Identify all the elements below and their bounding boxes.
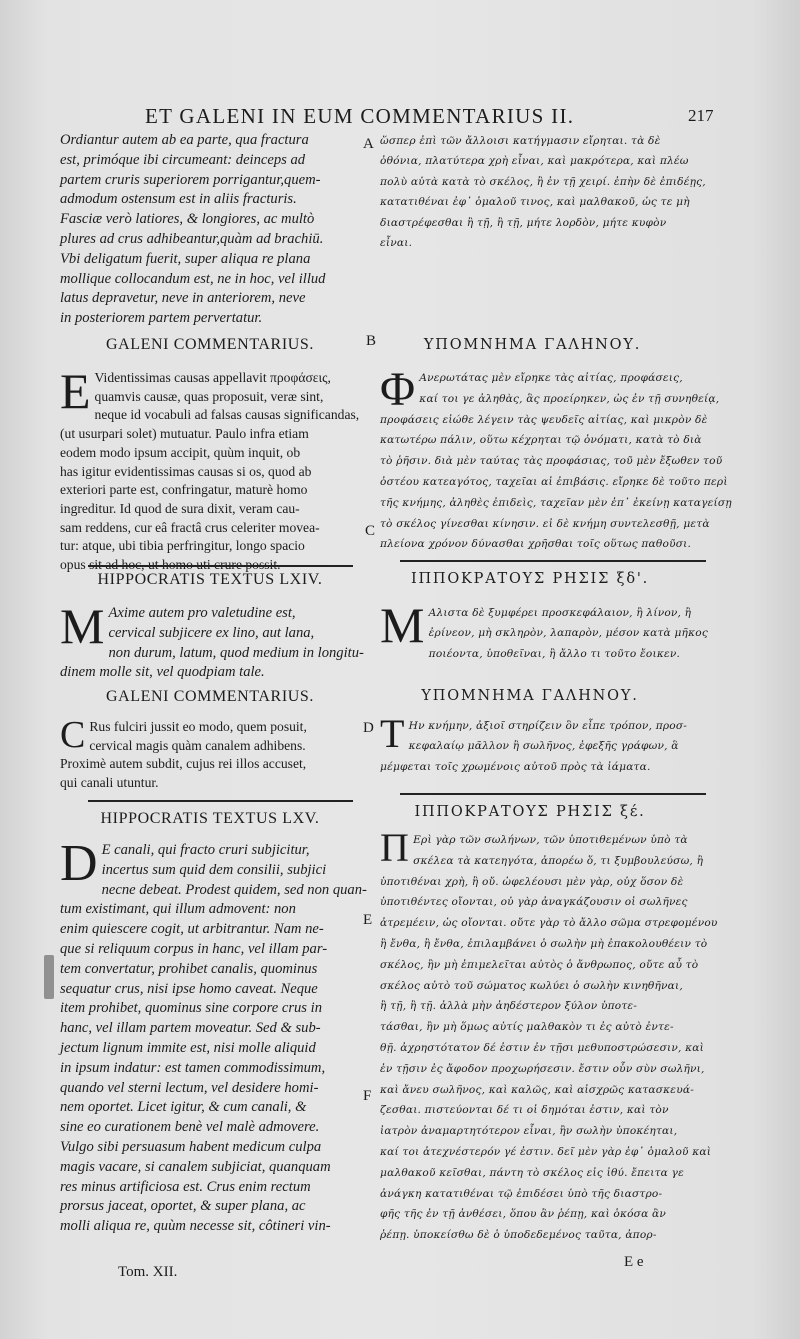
text-line: Αλιστα δὲ ξυμφέρει προσκεφάλαιον, ἢ λίνον, ἢ (428, 607, 692, 619)
hippocrates-text-heading-greek: ΙΠΠΟΚΡΑΤΟΥΣ ΡΗΣΙΣ ξέ. (414, 804, 646, 820)
text-line: prorsus jaceat, oportet, & super plana, ac (60, 1198, 306, 1215)
section-rule (88, 800, 353, 802)
text-line: καί τοι ἀτεχνέστερόν γέ ἐστιν. δεῖ μὲν γὰρ ἐφ᾽ ὁμαλοῦ καὶ (380, 1145, 712, 1158)
text-line: Videntissimas causas appellavit προφάσεις, (94, 370, 331, 385)
hippocrates-text-heading-greek: ΙΠΠΟΚΡΑΤΟΥΣ ΡΗΣΙΣ ξδ'. (410, 571, 650, 587)
text-line: ἀτρεμέειν, ὡς οἴονται. οὔτε γὰρ τὸ ἄλλο σῶμα στρεφομένου (380, 917, 718, 930)
text-line: τὸ ῥῆσιν. διὰ μὲν ταύτας τὰς προφάσιας, τοῦ μὲν ἔξωθεν τοῦ (380, 455, 723, 468)
text-line: ἢ ἔνθα, ἢ ἔνθα, ἐπιλαμβάνει ὁ σωλὴν μὴ ἐπακολουθέειν τὸ (380, 937, 708, 950)
margin-letter-f: F (363, 1088, 372, 1104)
text-line: Ανερωτάτας μὲν εἴρηκε τὰς αἰτίας, προφάσεις, (419, 372, 683, 384)
text-line: ὀστέου κατεαγότος, ταχεῖαι αἱ ἐπιβάσις. εἴρηκε δὲ τοῦτο περὶ (380, 475, 728, 488)
text-line: Vbi deligatum fuerit, super aliqua re plana (60, 250, 311, 267)
text-line: ῥέπῃ. ὑποκείσθω δὲ ὁ ὑποδεδεμένος ταῦτα, ἀπορ- (380, 1229, 657, 1242)
running-head-title: ET GALENI IN EUM COMMENTARIUS II. (145, 104, 575, 128)
text-line: E canali, qui fracto cruri subjicitur, (101, 842, 310, 858)
text-line: opus sit ad hoc, ut homo uti crure possit. (60, 557, 281, 573)
margin-letter-d: D (363, 720, 374, 736)
galen-commentary-2-greek (380, 711, 710, 777)
text-line: hanc, vel illam partem moveatur. Sed & sub- (60, 1020, 321, 1037)
text-line: exteriori parte est, confringatur, maturè homo (60, 482, 308, 498)
text-line: ζεσθαι. πιστεύονται δέ τι οἱ δημόται ἐστιν, καὶ τὸν (380, 1104, 669, 1117)
text-line: tum existimant, qui illum admovent: non (60, 901, 296, 918)
text-line: est, primóque ibi circumeant: deinceps ad (60, 151, 306, 168)
text-line: ποιέοντα, ὑποθεῖναι, ἢ ἄλλο τι τοῦτο ἔοικεν. (428, 647, 681, 660)
text-line: latus depravetur, neve in anteriorem, neve (60, 290, 306, 307)
text-line: Fasciæ verò latiores, & longiores, ac multò (60, 211, 315, 228)
text-line: quamvis causæ, quas proposuit, veræ sint, (94, 388, 324, 404)
text-line: (ut usurpari solet) mutuatur. Paulo infra etiam (60, 426, 309, 442)
text-line: nem oportet. Licet igitur, & cum canali, & (60, 1099, 307, 1116)
text-line: in posteriorem partem pervertatur. (60, 310, 263, 327)
galen-commentary-2-latin (60, 714, 360, 793)
text-line: partem cruris superiorem porrigantur,quem- (60, 171, 321, 188)
ink-smudge (44, 955, 54, 999)
text-line: ἀνάγκη κατατιθέναι τῷ ἐπιδέσει ὑπὸ τῆς διαστρο- (380, 1187, 663, 1200)
text-line: διαστρέφεσθαι ἢ τῇ, ἢ τῇ, μήτε λορδὸν, μήτε κυφὸν (380, 216, 667, 229)
text-line: ἢ τῇ, ἢ τῇ. ἀλλὰ μὴν ἀηδέστερον ξύλον ὑποτε- (380, 1000, 638, 1013)
text-line: καί τοι γε ἀληθὰς, ἃς προείρηκεν, ὡς ἐν τῇ συνηθείᾳ, (419, 392, 720, 405)
drop-cap: M (60, 598, 105, 654)
text-line: Vulgo sibi persuasum habent medicum culpa (60, 1138, 322, 1155)
text-line: Ordiantur autem ab ea parte, qua fractura (60, 132, 309, 148)
text-line: necne debeat. Prodest quidem, sed non quan- (101, 881, 367, 898)
text-line: molli aliqua re, quùm necesse sit, côtineri vin- (60, 1218, 331, 1235)
margin-letter-e: E (363, 912, 373, 928)
text-line: ὑποτιθέντες οἴονται, οὐ γὰρ ἀναγκάζουσιν οἱ σωλῆνες (380, 896, 688, 909)
text-line: admodum ostensum est in aliis fracturis. (60, 191, 297, 208)
text-line: eodem modo ipsum accipit, quùm inquit, ob (60, 444, 301, 460)
text-line: mollique collocandum est, ne in hoc, vel illud (60, 270, 326, 287)
galen-commentary-1-latin (60, 363, 360, 575)
text-line: τάσθαι, ἢν μὴ ὅμως αὐτίς μαλθακὸν τι ἐς αὐτὸ ἐντε- (380, 1021, 674, 1034)
text-line: jectum lignum immite est, nisi molle aliquid (60, 1039, 316, 1056)
text-line: dinem molle sit, vel quodpiam tale. (60, 664, 265, 681)
text-line: que si reliquum corpus in hanc, vel illam par- (60, 940, 328, 957)
text-line: Rus fulciri jussit eo modo, quem posuit, (89, 719, 307, 734)
drop-cap: C (60, 714, 86, 756)
text-line: κεφαλαίῳ μᾶλλον ἢ σωλῆνος, ἐφεξῆς γράφων, ἃ (408, 740, 679, 753)
text-line: εἶναι. (380, 237, 413, 250)
drop-cap: D (60, 835, 98, 892)
text-line: μέμφεται τοῖς χρωμένοις αὐτοῦ πρὸς τὰ ἰάματα. (380, 760, 651, 773)
text-line: ὀθόνια, πλατύτερα χρὴ εἶναι, καὶ μακρότερα, καὶ πλέω (380, 155, 689, 168)
drop-cap: Τ (380, 711, 405, 756)
text-line: προφάσεις εἰώθε λέγειν τὰς ψευδεῖς αἰτίας, καὶ μικρὸν δὲ (380, 413, 708, 426)
text-line: ὥσπερ ἐπὶ τῶν ἄλλοισι κατήγμασιν εἴρηται. τὰ δὲ (380, 135, 661, 147)
block1-latin-text (60, 131, 360, 329)
text-line: τὸ σκέλος γίνεσθαι κίνησιν. εἰ δὲ κνήμη συντελεσθῇ, μετὰ (380, 517, 710, 530)
text-line: σκέλος αὐτὸ τοῦ σώματος κωλύει ὁ σωλὴν κινηθῆναι, (380, 979, 683, 992)
text-line: Ην κνήμην, ἀξιοῖ στηρίζειν ὃν εἶπε τρόπον, προσ- (408, 720, 688, 732)
volume-signature: Tom. XII. (118, 1264, 178, 1280)
text-line: θῇ. ἀχρηστότατον δέ ἐστιν ἐν τῇσι μεθυποστρώσεσιν, καὶ (380, 1041, 704, 1054)
text-line: ἰατρὸν ἀναμαρτητότερον εἶναι, ἢν σωλὴν ὑποκέηται, (380, 1125, 678, 1138)
galen-commentary-heading-latin: GALENI COMMENTARIUS. (105, 336, 315, 353)
text-line: enim quiescere cogit, ut arbitrantur. Nam ne- (60, 921, 324, 938)
text-line: φῆς τῆς ἐν τῇ ἀνθέσει, ὅπου ἂν ῥέπῃ, καὶ ὁκόσα ἂν (380, 1208, 667, 1221)
galen-commentary-heading-greek: ΥΠΟΜΝΗΜΑ ΓΑΛΗΝΟΥ. (423, 337, 642, 353)
text-line: ὑποτιθέναι χρὴ, ἢ οὔ. ὠφελέουσι μὲν γὰρ, οὐχ ὅσον δὲ (380, 875, 684, 888)
text-line: tur: atque, ubi tibia perfringitur, longo spacio (60, 538, 305, 554)
text-line: Ερὶ γὰρ τῶν σωλήνων, τῶν ὑποτιθεμένων ὑπὸ τὰ (413, 834, 688, 846)
gathering-signature: E e (624, 1254, 644, 1270)
text-line: sam reddens, cur eâ fractâ crus celeriter movea- (60, 519, 320, 535)
text-line: μαλθακοῦ κεῖσθαι, πάντη τὸ σκέλος εἰς ἰθύ. ἔπειτα γε (380, 1166, 684, 1179)
text-line: κατατιθέναι ἐφ᾽ ὁμαλοῦ τινος, καὶ μαλθακοῦ, ὡς τε μὴ (380, 196, 690, 209)
page-number: 217 (688, 106, 714, 125)
text-line: in ipsum indatur: est tamen commodissimum, (60, 1059, 326, 1076)
text-line: plures ad crus adhibeantur,quàm ad brachiū. (60, 230, 324, 247)
text-line: καὶ ἄνευ σωλῆνος, καὶ καλῶς, καὶ αἰσχρῶς κατασκευά- (380, 1083, 694, 1096)
text-line: κατωτέρω πάλιν, οὕτω κέχρηται τῷ ὀνόματι, κατὰ τὸ διὰ (380, 434, 702, 447)
text-line: Proximè autem subdit, cujus rei illos accuset, (60, 756, 307, 772)
galen-commentary-heading-greek: ΥΠΟΜΝΗΜΑ ΓΑΛΗΝΟΥ. (421, 688, 639, 704)
hippocrates-text-heading-latin: HIPPOCRATIS TEXTUS LXIV. (97, 571, 323, 588)
text-line: Axime autem pro valetudine est, (108, 605, 296, 621)
galen-commentary-1-greek (380, 363, 732, 555)
text-line: tem convertatur, prohibet canalis, quominus (60, 960, 318, 977)
drop-cap: E (60, 363, 91, 419)
text-line: magis vacare, si canalem subjiciat, quanquam (60, 1158, 331, 1175)
text-line: sequatur crus, nisi ipse homo caveat. Neque (60, 980, 318, 997)
text-line: neque id vocabuli ad falsas causas significandas, (94, 407, 360, 423)
running-head (0, 100, 800, 130)
text-line: cervical magis quàm canalem adhibens. (89, 737, 306, 753)
hippocrates-text-heading-latin: HIPPOCRATIS TEXTUS LXV. (100, 810, 320, 827)
text-line: cervical subjicere ex lino, aut lana, (108, 624, 315, 641)
text-line: πλείονα χρόνον δύνασθαι χρῆσθαι τοῖς οὕτως παθοῦσι. (380, 538, 692, 551)
margin-letter-a: A (363, 136, 374, 152)
drop-cap: Μ (380, 597, 425, 653)
text-line: τῆς κνήμης, ἀληθὲς ἐπιδεὶς, ταχεῖαν μὲν ἐπ᾽ ἐκείνῃ καταγείσῃ (380, 496, 732, 509)
section-rule (88, 565, 353, 567)
section-rule (400, 560, 706, 562)
text-line: πολὺ αὐτὰ κατὰ τὸ σκέλος, ἢ ἐν τῇ χειρί. ἐπὴν δὲ ἐπιδέῃς, (380, 175, 706, 188)
text-line: ingreditur. Id quod de sura dixit, veram cau- (60, 500, 300, 516)
text-line: qui canali utuntur. (60, 775, 159, 791)
hippocrates-64-latin (60, 598, 364, 683)
text-line: ἐρίνεον, μὴ σκληρὸν, λαπαρὸν, μέσον κατὰ μῆκος (428, 627, 708, 640)
text-line: sine eo curationem benè vel malè admovere. (60, 1119, 320, 1136)
text-line: non durum, latum, quod medium in longitu- (108, 644, 364, 661)
drop-cap: Φ (380, 363, 416, 416)
drop-cap: Π (380, 825, 410, 870)
block1-greek-text (380, 131, 710, 253)
text-line: res minus artificiosa est. Crus enim rectum (60, 1178, 311, 1195)
text-line: σκέλος, ἢν μὴ ἐπιμελεῖται αὐτὸς ὁ ἄνθρωπος, οὔτε αὖ τὸ (380, 958, 699, 971)
section-rule (400, 793, 706, 795)
margin-letter-c: C (365, 523, 376, 539)
hippocrates-65-greek (380, 825, 718, 1246)
hippocrates-65-latin (60, 835, 367, 1237)
text-line: σκέλεα τὰ κατεηγότα, ἀπορέω ὅ, τι ξυμβουλεύσω, ἢ (413, 854, 704, 867)
margin-letter-b: B (366, 333, 377, 349)
text-line: item prohibet, quominus sine corpore crus in (60, 1000, 322, 1017)
galen-commentary-heading-latin: GALENI COMMENTARIUS. (105, 688, 315, 705)
text-line: quando vel sterni lectum, vel desidere homi- (60, 1079, 319, 1096)
text-line: has igitur evidentissimas causas si os, quod ab (60, 463, 312, 479)
text-line: incertus sum quid dem consilii, subjici (101, 861, 327, 878)
text-line: ἐν τῇσιν ἐς ἄφοδον προχωρήσεσιν. ἔστιν οὖν σὺν σωλῆνι, (380, 1062, 705, 1075)
hippocrates-64-greek (380, 597, 710, 664)
